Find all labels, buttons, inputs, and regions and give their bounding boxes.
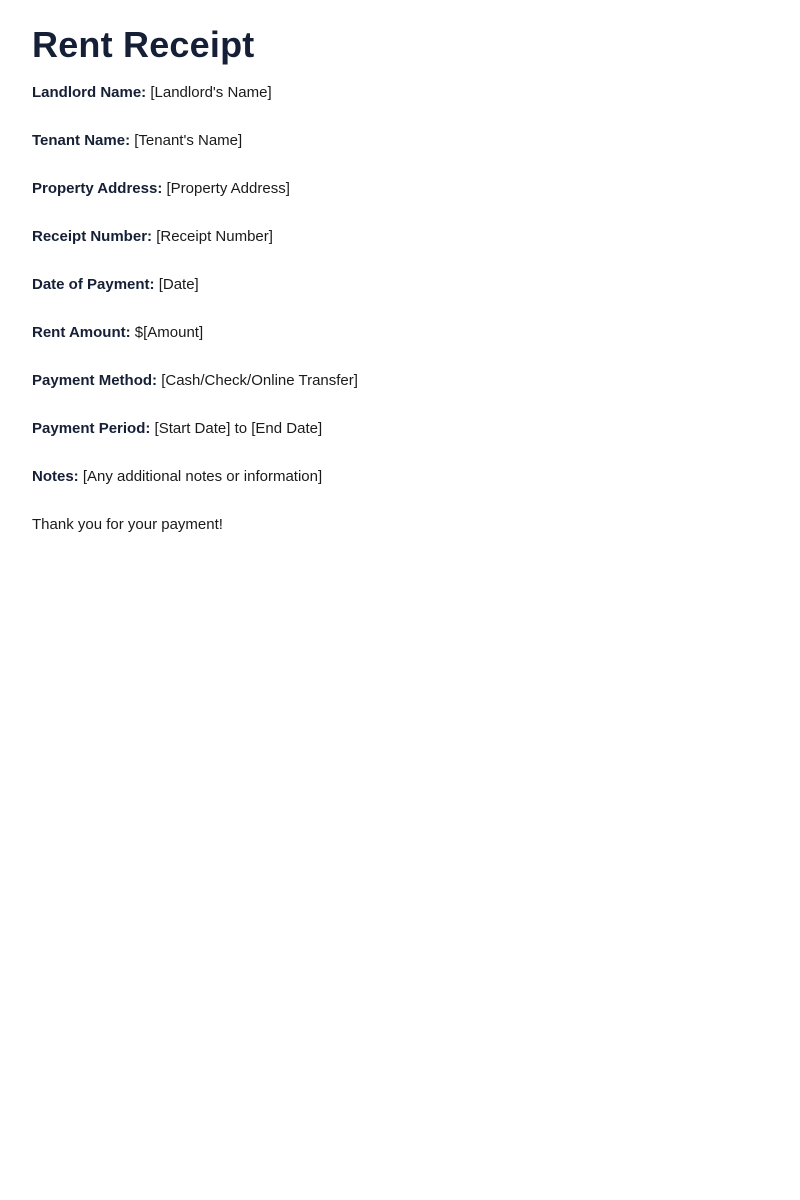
page-title: Rent Receipt — [32, 24, 255, 65]
field-label: Receipt Number: — [32, 228, 153, 245]
field-payment-period — [32, 418, 768, 466]
closing-message: Thank you for your payment! — [32, 516, 223, 533]
receipt-fields — [32, 82, 768, 536]
field-property-address — [32, 178, 768, 226]
field-value: [Date] — [158, 276, 199, 293]
field-label: Payment Period: — [32, 420, 151, 437]
field-value: [Property Address] — [166, 180, 290, 197]
field-label: Landlord Name: — [32, 84, 147, 101]
field-label: Rent Amount: — [32, 324, 131, 341]
field-notes — [32, 466, 768, 514]
field-label: Property Address: — [32, 180, 163, 197]
field-receipt-number — [32, 226, 768, 274]
field-label: Date of Payment: — [32, 276, 155, 293]
field-value: [Landlord's Name] — [150, 84, 272, 101]
field-landlord-name — [32, 82, 768, 130]
field-value: [Start Date] to [End Date] — [154, 420, 323, 437]
field-value: [Tenant's Name] — [134, 132, 243, 149]
field-rent-amount — [32, 322, 768, 370]
field-payment-method — [32, 370, 768, 418]
field-label: Tenant Name: — [32, 132, 131, 149]
field-date-of-payment — [32, 274, 768, 322]
field-value: [Cash/Check/Online Transfer] — [161, 372, 358, 389]
field-value: [Receipt Number] — [156, 228, 273, 245]
field-label: Payment Method: — [32, 372, 158, 389]
field-value: [Any additional notes or information] — [82, 468, 323, 485]
field-value: $[Amount] — [134, 324, 204, 341]
field-label: Notes: — [32, 468, 79, 485]
field-tenant-name — [32, 130, 768, 178]
